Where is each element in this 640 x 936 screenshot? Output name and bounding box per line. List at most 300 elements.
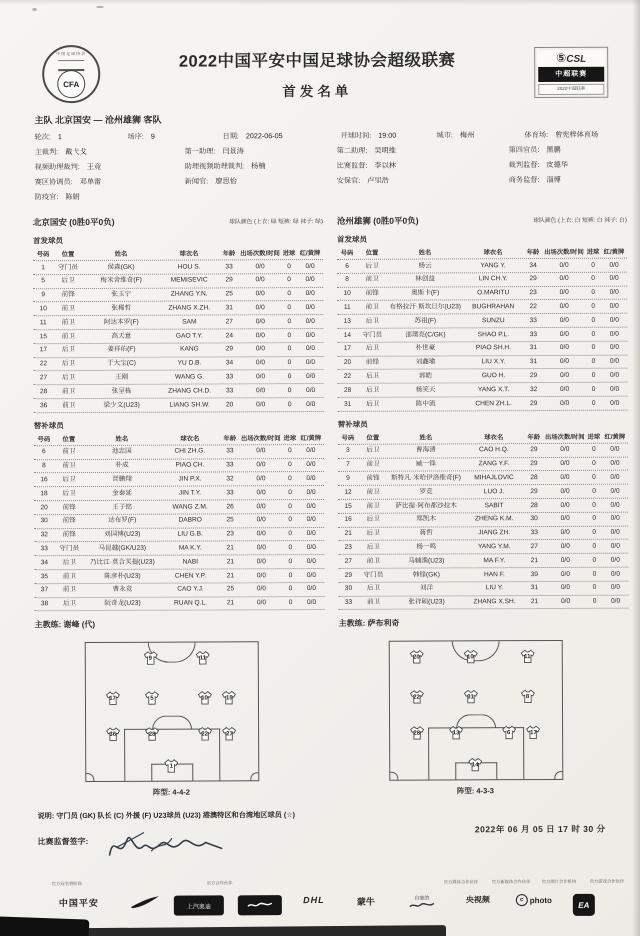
info-value: 19:00 — [378, 130, 397, 140]
player-cell: 张祥硕(U23) — [408, 598, 445, 606]
signature-label: 比赛监督签字: — [37, 837, 89, 847]
table-header-cell: 位置 — [61, 250, 75, 258]
player-row — [34, 398, 324, 413]
away-starters-table — [337, 247, 628, 412]
table-header-cell: 位置 — [62, 435, 76, 443]
sponsor-category-label: 官方新媒体合作伙伴 — [491, 879, 531, 885]
player-cell: 臧一锋 — [416, 460, 436, 468]
player-cell: 0/0 — [256, 544, 266, 552]
player-cell: 马辅渔(U23) — [408, 557, 445, 565]
info-label: 新闻官: — [184, 176, 209, 186]
table-header-cell: 姓名 — [419, 434, 433, 442]
player-cell: 守门员 — [58, 263, 78, 271]
player-cell: 0/0 — [610, 542, 620, 550]
player-cell: 后卫 — [365, 345, 380, 353]
player-cell: 21 — [344, 530, 352, 538]
player-cell: 梅米舍维奇(F) — [100, 277, 142, 285]
player-cell: 0 — [287, 290, 292, 298]
player-cell: 0/0 — [306, 571, 317, 579]
player-cell: 0/0 — [609, 261, 619, 269]
player-cell: 0/0 — [559, 385, 570, 393]
player-cell: MIHAJLOVIC — [474, 474, 514, 482]
csl-band: 中超联赛 — [538, 66, 604, 81]
info-row — [35, 190, 611, 203]
player-cell: MEMISEVIC — [170, 276, 208, 285]
info-value: 黑鹏 — [546, 144, 561, 155]
player-cell: 33 — [225, 373, 234, 381]
info-label: 日期: — [222, 131, 239, 141]
player-cell: 姜祥佑(F) — [107, 346, 136, 354]
info-value: 皮德华 — [546, 159, 568, 170]
away-starters-title: 首发球员 — [336, 234, 367, 244]
scan-speck — [32, 8, 37, 11]
player-cell: 守门员 — [362, 331, 383, 339]
player-cell: 金泰延 — [112, 489, 132, 497]
shirt-number: 17 — [530, 729, 537, 736]
player-cell: 朴成 — [115, 462, 129, 470]
player-cell: 罗竞 — [419, 488, 433, 496]
player-cell: 0/0 — [306, 585, 317, 593]
player-cell: LIN CH.Y. — [478, 275, 508, 283]
shirt-number: 14 — [471, 762, 479, 769]
info-label: 视频助理裁判: — [34, 162, 80, 172]
player-cell: WANG Z.M. — [172, 503, 208, 511]
player-cell: 17 — [343, 345, 352, 353]
player-cell: 22 — [39, 360, 48, 368]
player-cell: 后卫 — [365, 372, 380, 380]
table-header-cell: 年龄 — [526, 248, 540, 256]
player-cell: 刘鑫瑜 — [415, 358, 436, 366]
shirt-number: 27 — [226, 731, 233, 738]
player-cell: 后卫 — [61, 374, 76, 382]
table-header-cell: 年龄 — [527, 433, 541, 441]
player-cell: 奥斯卡(F) — [411, 289, 440, 297]
table-header-cell: 号码 — [341, 434, 355, 442]
player-cell: 23 — [226, 530, 234, 538]
player-cell: 0/0 — [610, 399, 620, 407]
player-row — [339, 595, 629, 610]
player-cell: 5 — [41, 277, 45, 285]
player-cell: 0/0 — [255, 290, 265, 298]
player-shirt-icon — [463, 690, 479, 705]
table-header-cell: 位置 — [366, 434, 380, 442]
player-cell: 0/0 — [305, 345, 316, 353]
player-cell: 0 — [591, 344, 596, 352]
table-header-cell: 球衣名 — [179, 250, 199, 258]
player-cell: 0/0 — [560, 584, 571, 592]
player-cell: 0 — [287, 331, 292, 339]
player-cell: 0/0 — [255, 304, 265, 312]
player-cell: 郭皓 — [418, 372, 433, 380]
player-cell: 0 — [592, 446, 596, 454]
player-cell: 14 — [343, 331, 352, 339]
player-cell: 0 — [592, 459, 596, 467]
player-cell: 后卫 — [366, 516, 380, 524]
player-shirt-icon — [519, 649, 535, 664]
player-row — [34, 384, 324, 399]
player-cell: 0/0 — [306, 447, 316, 455]
player-cell: 后卫 — [61, 360, 76, 368]
player-cell: 29 — [530, 460, 538, 468]
info-value: 2022-06-05 — [245, 131, 283, 141]
corner-arc — [250, 773, 259, 783]
player-cell: 0/0 — [560, 399, 570, 407]
player-cell: 0/0 — [306, 516, 316, 524]
player-cell: 0 — [288, 599, 293, 607]
player-row — [338, 581, 628, 596]
info-pair — [340, 130, 436, 140]
away-formation — [389, 640, 562, 797]
player-cell: 0/0 — [560, 542, 570, 550]
player-row — [337, 328, 627, 343]
player-cell: 0/0 — [560, 598, 571, 606]
player-row — [33, 357, 323, 372]
player-cell: 前卫 — [61, 305, 75, 313]
player-shirt-icon — [467, 758, 483, 773]
player-cell: 23 — [344, 543, 352, 551]
player-cell: 32 — [226, 475, 234, 483]
table-header-cell: 红/黄牌 — [604, 433, 626, 441]
player-cell: CHEN ZH.L. — [475, 399, 512, 407]
info-label: 主裁判: — [34, 147, 59, 157]
player-cell: 0/0 — [610, 556, 620, 564]
info-label: 第二助理: — [336, 145, 368, 155]
player-cell: 0/0 — [610, 570, 621, 578]
player-cell: 3 — [346, 447, 350, 455]
player-shirt-icon — [448, 726, 464, 741]
info-label: 轮次: — [34, 132, 51, 142]
player-cell: 28 — [343, 386, 352, 394]
player-row — [34, 555, 324, 570]
header — [0, 0, 638, 103]
player-cell: 韩锋(GK) — [412, 571, 440, 579]
player-cell: 前卫 — [62, 462, 76, 470]
player-cell: 0 — [591, 330, 596, 338]
player-row — [338, 457, 628, 472]
player-row — [33, 329, 323, 344]
player-cell: 31 — [529, 358, 538, 366]
player-cell: 0/0 — [256, 530, 266, 538]
player-row — [337, 341, 627, 356]
scan-edge-right — [632, 0, 640, 936]
player-cell: 29 — [529, 372, 538, 380]
player-cell: 8 — [42, 462, 46, 470]
player-cell: YU D.B. — [177, 359, 202, 367]
player-cell: 前锋 — [62, 531, 76, 539]
player-row — [34, 583, 324, 598]
player-cell: 33 — [225, 387, 234, 395]
player-cell: 守门员 — [363, 571, 384, 579]
home-pitch-diagram — [85, 642, 260, 783]
shirt-number: 1 — [169, 763, 173, 770]
player-cell: 20 — [343, 359, 352, 367]
table-header-cell: 姓名 — [418, 249, 432, 257]
info-pair — [509, 160, 629, 171]
player-row — [338, 485, 628, 500]
player-cell: 杨云 — [418, 262, 432, 270]
player-cell: 前卫 — [62, 572, 77, 580]
info-value: 曾宪梓体育场 — [555, 129, 599, 139]
player-cell: 0 — [288, 557, 293, 565]
player-cell: 0 — [287, 400, 292, 408]
player-row — [34, 370, 324, 385]
player-cell: 0/0 — [610, 584, 621, 592]
player-cell: 37 — [40, 586, 49, 594]
player-row — [34, 459, 324, 474]
player-cell: 0/0 — [305, 386, 316, 394]
player-cell: 后卫 — [62, 489, 76, 497]
player-shirt-icon — [196, 691, 212, 706]
player-cell: 0/0 — [256, 447, 266, 455]
player-cell: 0/0 — [609, 302, 619, 310]
player-row — [338, 554, 628, 569]
info-pair — [34, 132, 127, 142]
table-header-cell: 号码 — [36, 251, 50, 259]
player-cell: 31 — [529, 344, 538, 352]
player-cell: JIN P.X. — [178, 475, 202, 483]
player-cell: 0/0 — [610, 501, 620, 509]
player-cell: 前卫 — [366, 557, 380, 565]
player-cell: 33 — [530, 529, 538, 537]
sponsor-category-label: 官方游戏合作伙伴 — [589, 879, 625, 885]
away-kit-colors: 球队颜色 (上衣: 白 短裤: 白 袜子: 白) — [533, 217, 627, 225]
player-cell: 0/0 — [255, 262, 265, 270]
player-cell: 0 — [288, 516, 293, 524]
player-cell: 30 — [344, 585, 353, 593]
home-subs-table — [34, 433, 325, 612]
player-cell: 29 — [225, 276, 233, 284]
player-cell: CAO Y.J. — [177, 585, 204, 593]
info-pair — [185, 176, 337, 187]
player-cell: 前卫 — [62, 387, 76, 395]
player-cell: 邵璞亮(C/GK) — [405, 331, 446, 339]
player-cell: 0/0 — [610, 515, 620, 523]
player-cell: 0/0 — [610, 473, 620, 481]
player-cell: 于大宝(C) — [107, 359, 136, 368]
player-cell: MA K.Y. — [178, 544, 202, 552]
player-cell: 0 — [287, 345, 292, 353]
player-row — [338, 526, 628, 541]
info-pair — [337, 145, 509, 156]
player-cell: 22 — [529, 303, 537, 311]
player-shirt-icon — [105, 727, 121, 742]
player-cell: 张呈栋 — [111, 387, 132, 395]
player-cell: 前锋 — [366, 474, 380, 482]
info-value: 9 — [150, 131, 155, 141]
player-cell: 0 — [591, 357, 596, 366]
player-shirt-icon — [221, 727, 237, 742]
player-row — [35, 597, 325, 612]
player-cell: 29 — [344, 571, 353, 579]
player-cell: 0/0 — [306, 530, 316, 538]
player-row — [33, 301, 323, 316]
china-pingan-logo: 中国平安 — [58, 898, 99, 909]
player-cell: 杨一鸣 — [416, 543, 437, 551]
player-row — [33, 260, 323, 275]
player-cell: 杨笑天 — [415, 386, 436, 394]
nike-swoosh-icon — [126, 896, 164, 910]
player-cell: 高天意 — [111, 332, 132, 340]
player-cell: 0/0 — [306, 400, 316, 408]
player-cell: YANG X.T. — [477, 385, 510, 394]
info-row — [35, 160, 611, 173]
signature-block — [37, 821, 605, 877]
player-shirt-icon — [462, 650, 478, 665]
player-shirt-icon — [195, 651, 211, 666]
info-value: 廖思怡 — [215, 176, 237, 186]
player-cell: 21 — [226, 599, 235, 607]
player-cell: O.MARITU — [477, 289, 510, 297]
info-label: 城市: — [436, 130, 453, 140]
player-cell: JIANG ZH. — [478, 529, 511, 537]
player-cell: 16 — [344, 516, 352, 524]
dhl-logo: DHL — [303, 895, 325, 906]
player-cell: 蒋哲 — [419, 529, 433, 537]
info-label: 第一助理: — [184, 146, 216, 156]
player-row — [338, 512, 628, 527]
player-cell: 后卫 — [61, 277, 75, 285]
scan-edge-top — [0, 0, 640, 5]
player-cell: 0/0 — [256, 599, 267, 607]
player-cell: 0/0 — [609, 371, 620, 379]
match-info — [0, 101, 639, 203]
player-cell: 0/0 — [255, 345, 266, 353]
player-cell: 0/0 — [559, 344, 570, 352]
shirt-number: 28 — [148, 731, 156, 738]
info-value: 邓单雷 — [79, 176, 102, 187]
player-cell: 后卫 — [366, 529, 380, 537]
player-row — [34, 569, 324, 584]
player-cell: 31 — [530, 584, 539, 592]
player-cell: 0/0 — [306, 488, 316, 496]
sponsor-category-label: 官方合作伙伴 — [206, 880, 233, 886]
shirt-number: 9 — [148, 655, 153, 662]
player-cell: 0 — [288, 502, 292, 510]
player-cell: ZHANG X.ZH. — [168, 304, 211, 312]
player-row — [337, 286, 627, 301]
player-cell: 0/0 — [255, 318, 265, 326]
home-kit-colors: 球队颜色 (上衣: 绿 短裤: 绿 袜子: 绿) — [229, 218, 323, 226]
player-cell: 王刚 — [114, 373, 129, 381]
player-cell: 35 — [40, 572, 49, 580]
player-cell: 0 — [592, 570, 597, 578]
info-value: 杨楠 — [251, 161, 266, 171]
csl-swirl-icon: ⑤CSL — [556, 50, 587, 65]
player-cell: RUAN Q.L. — [174, 599, 208, 607]
player-cell: 前卫 — [62, 401, 76, 409]
player-shirt-icon — [144, 691, 160, 706]
player-cell: 后卫 — [365, 262, 379, 270]
info-row — [35, 145, 611, 158]
player-cell: 33 — [344, 599, 353, 607]
player-cell: 0 — [288, 585, 293, 593]
player-cell: 0/0 — [559, 330, 569, 338]
player-cell: 0/0 — [256, 516, 266, 524]
player-cell: 26 — [226, 502, 234, 510]
player-shirt-icon — [105, 691, 121, 706]
player-cell: 0/0 — [560, 446, 570, 454]
player-cell: 前锋 — [61, 291, 75, 299]
shirt-number: 11 — [199, 655, 207, 662]
player-cell: 0/0 — [560, 515, 570, 523]
player-cell: 10 — [39, 305, 47, 313]
player-shirt-icon — [409, 726, 425, 741]
player-shirt-icon — [519, 689, 535, 704]
player-cell: ZHANG Y.N. — [170, 290, 208, 298]
player-cell: 0/0 — [305, 317, 315, 325]
info-value: 闫景涛 — [222, 146, 244, 156]
player-cell: 15 — [344, 502, 352, 510]
player-cell: 0 — [288, 461, 292, 469]
player-cell: ZHANG X.SH. — [473, 598, 516, 606]
table-header-cell: 红/黄牌 — [300, 434, 322, 442]
home-coach: 谢峰 (代) — [63, 620, 96, 630]
player-cell: 0/0 — [256, 585, 267, 593]
scan-edge-corner — [0, 916, 89, 936]
player-cell: 0/0 — [559, 261, 569, 269]
player-cell: 后卫 — [61, 346, 76, 354]
table-header-cell: 进球 — [587, 433, 601, 441]
player-cell: 斯特凡·米哈伊洛维奇(F) — [390, 474, 461, 482]
player-row — [338, 471, 628, 486]
shirt-number: 6 — [506, 730, 511, 737]
player-row — [34, 500, 324, 515]
info-label: 体育场: — [524, 130, 549, 140]
info-value: 淄博 — [546, 174, 561, 185]
player-cell: 0/0 — [609, 288, 619, 296]
shirt-number: 28 — [413, 730, 421, 737]
proud-sponsor-logo: 自豪的 — [398, 895, 446, 912]
player-cell: GAO T.Y. — [175, 332, 203, 340]
player-cell: 0 — [287, 304, 292, 312]
player-cell: 16 — [40, 476, 48, 484]
shirt-number: 31 — [467, 694, 474, 701]
player-cell: 后卫 — [62, 600, 77, 608]
player-cell: 0/0 — [609, 357, 620, 365]
player-cell: 0 — [592, 487, 596, 495]
player-cell: 0/0 — [255, 373, 266, 381]
player-cell: 0/0 — [305, 373, 316, 381]
player-cell: 0 — [591, 275, 595, 283]
player-cell: 21 — [530, 598, 539, 606]
player-cell: 0/0 — [306, 502, 316, 510]
corner-arc — [85, 773, 95, 782]
player-cell: 0/0 — [306, 543, 316, 552]
player-cell: 侯森(GK) — [107, 263, 135, 271]
player-cell: 0 — [287, 359, 292, 367]
player-cell: 0/0 — [609, 316, 619, 324]
away-pitch-diagram — [389, 640, 564, 781]
info-value: 卢里浩 — [367, 175, 389, 185]
away-formation-label: 阵型: 4-3-3 — [456, 786, 494, 796]
player-row — [338, 397, 628, 412]
player-cell: 前卫 — [61, 332, 75, 340]
table-header-cell: 年龄 — [222, 250, 236, 258]
shirt-number: 10 — [201, 695, 208, 702]
info-pair — [509, 145, 629, 156]
player-row — [338, 369, 628, 384]
shirt-number: 8 — [525, 693, 530, 700]
player-cell: SHAO P.L. — [477, 330, 510, 338]
table-header-cell: 进球 — [283, 434, 297, 442]
player-cell: JIN T.Y. — [178, 489, 202, 497]
player-cell: 0/0 — [256, 502, 266, 510]
table-header-cell: 出场次数/时间 — [240, 250, 280, 258]
player-cell: 后卫 — [366, 400, 380, 408]
player-cell: 前卫 — [365, 303, 379, 311]
player-cell: 陈中流 — [415, 400, 436, 408]
player-cell: 33 — [40, 545, 48, 553]
